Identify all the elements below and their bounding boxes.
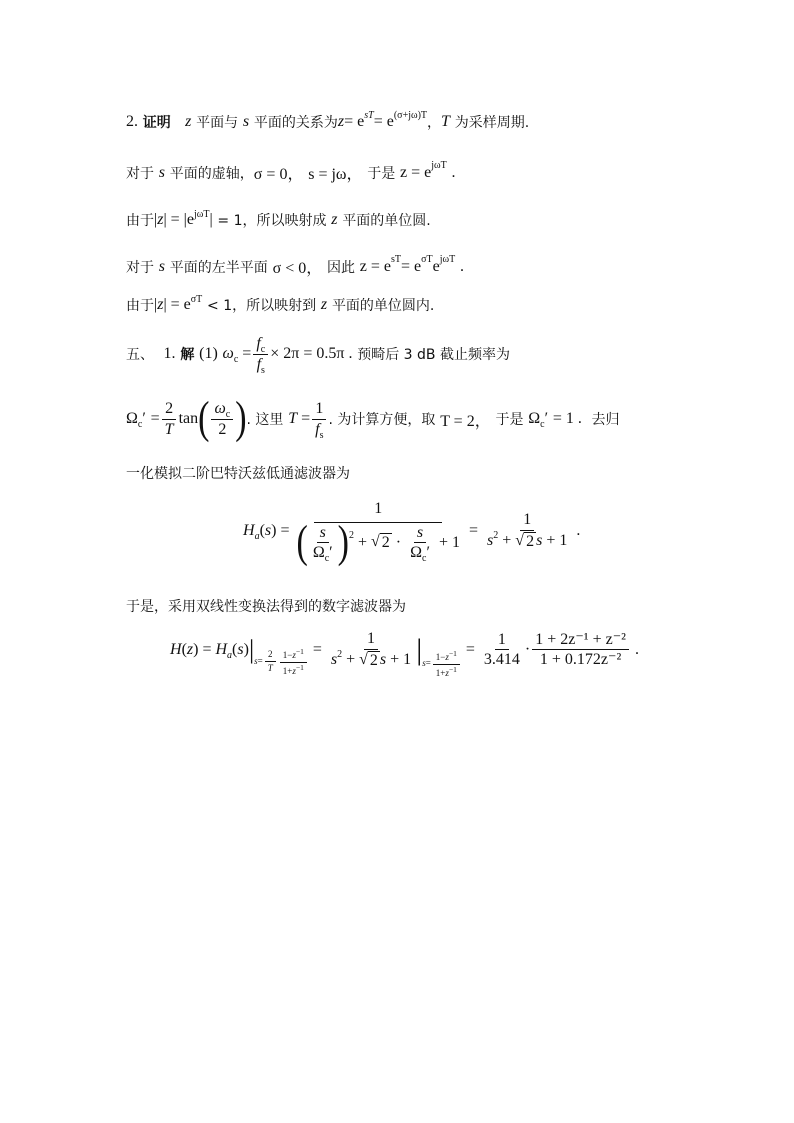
fc-over-fs: $\frac{f_c}{f_s}$: [253, 335, 268, 374]
inside-circle-line: 由于 $|z| = e^{\sigma T}$ < 1，所以映射到 z 平面的单位圆内.: [126, 294, 435, 314]
item-number: 2.: [126, 113, 138, 130]
solution-5-1-line: 五、 1. 解 (1) $\omega_c$ = $\frac{f_c}{f_s}$ × 2π = 0.5π . 预畸后 3 dB 截止频率为: [126, 335, 510, 376]
left-half-plane-line: 对于 s 平面的左半平面 σ < 0， 因此 z = e sT = e σT e jωT .: [126, 254, 465, 277]
two-over-T: $\frac{2}{T}$: [162, 400, 177, 439]
prewarp-line: $\Omega_c'$ = $\frac{2}{T}$ tan ( $\frac{\omega_c}{2}$ ) . 这里 T = $\frac{1}{f_s}$ . 为计算方便，取 T = 2， 于是 $\Omega_c'$ = 1 . 去归: [126, 393, 620, 444]
analog-filter-equation: $H_a(s)$ = 1 ( $\frac{s}{\Omega_c'}$ ) 2 + √ 2 · $\frac{s}{\Omega_c'}$ + 1 = 1 $s^2$ + √ 2 s + 1 .: [243, 500, 581, 568]
proof-label: 证明: [142, 115, 171, 131]
imag-axis-line: 对于 s 平面的虚轴， σ = 0， s = jω， 于是 z = e jωT .: [126, 160, 456, 183]
proof-2-line: 2. 证明 z 平面与 s 平面的关系为 z = e sT = e (σ+jω)T ， T 为采样周期.: [126, 109, 530, 131]
butterworth-text: 一化模拟二阶巴特沃兹低通滤波器为: [126, 466, 350, 482]
unit-circle-line: 由于 $|z| = |e^{j\omega T}|$ = 1，所以映射成 z 平面的单位圆.: [126, 209, 431, 229]
digital-filter-equation: $H(z) = H_a(s)$ | s= $\frac{2}{T}$ $\frac{1-z^{-1}}{1+z^{-1}}$ = 1 $s^2$ + √ 2 s + 1 | s= $\frac{1-z^{-1}}{1+z^{-1}}$ = $\frac{1}{3.414}$ · $\frac{\text{1 + 2z⁻¹ + z⁻²}}{\text{1 + 0.172z⁻²}}$ .: [170, 630, 639, 678]
digital-filter-text: 于是，采用双线性变换法得到的数字滤波器为: [126, 599, 406, 615]
